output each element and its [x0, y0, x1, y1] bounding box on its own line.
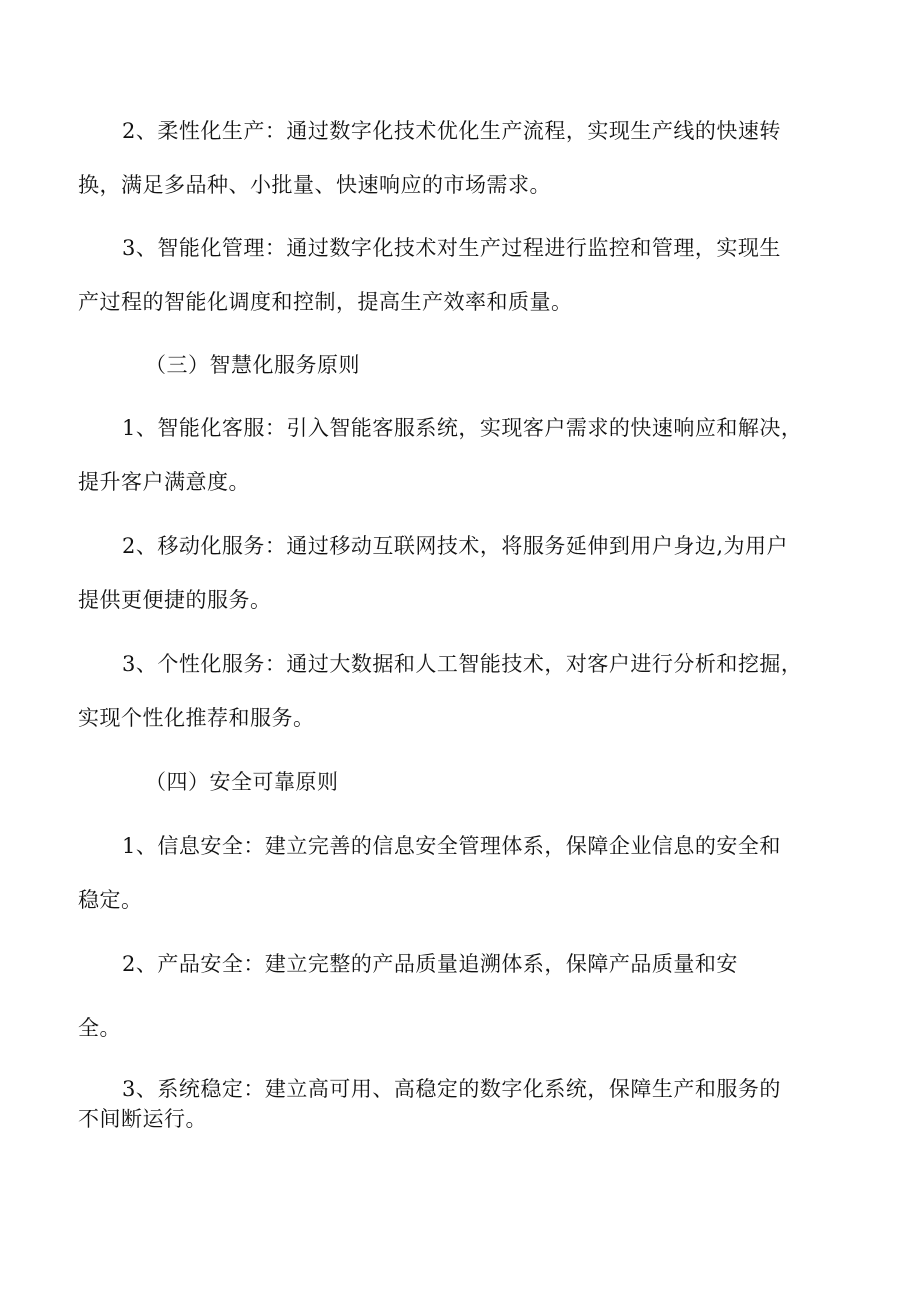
paragraph-product-safety-line1: 2、产品安全：建立完整的产品质量追溯体系，保障产品质量和安 — [122, 952, 738, 976]
paragraph-system-stability-line1: 3、系统稳定：建立高可用、高稳定的数字化系统，保障生产和服务的 — [122, 1077, 781, 1101]
paragraph-intelligent-management-line2: 产过程的智能化调度和控制，提高生产效率和质量。 — [78, 290, 573, 314]
paragraph-product-safety-line2: 全。 — [78, 1016, 121, 1040]
paragraph-flexible-production-line1: 2、柔性化生产：通过数字化技术优化生产流程，实现生产线的快速转 — [122, 119, 781, 143]
paragraph-intelligent-customer-service-line2: 提升客户满意度。 — [78, 470, 250, 494]
paragraph-personalized-service-line2: 实现个性化推荐和服务。 — [78, 706, 315, 730]
paragraph-personalized-service-line1: 3、个性化服务：通过大数据和人工智能技术，对客户进行分析和挖掘， — [122, 652, 803, 676]
paragraph-information-security-line1: 1、信息安全：建立完善的信息安全管理体系，保障企业信息的安全和 — [122, 834, 781, 858]
paragraph-flexible-production-line2: 换，满足多品种、小批量、快速响应的市场需求。 — [78, 173, 551, 197]
paragraph-intelligent-customer-service-line1: 1、智能化客服：引入智能客服系统，实现客户需求的快速响应和解决， — [122, 416, 803, 440]
paragraph-system-stability-line2: 不间断运行。 — [78, 1107, 207, 1131]
section-heading-security-reliability: （四）安全可靠原则 — [145, 770, 339, 794]
paragraph-mobile-service-line1: 2、移动化服务：通过移动互联网技术，将服务延伸到用户身边,为用户 — [122, 534, 789, 558]
section-heading-smart-service: （三）智慧化服务原则 — [145, 353, 360, 377]
paragraph-information-security-line2: 稳定。 — [78, 888, 143, 912]
paragraph-intelligent-management-line1: 3、智能化管理：通过数字化技术对生产过程进行监控和管理，实现生 — [122, 236, 781, 260]
paragraph-mobile-service-line2: 提供更便捷的服务。 — [78, 588, 272, 612]
